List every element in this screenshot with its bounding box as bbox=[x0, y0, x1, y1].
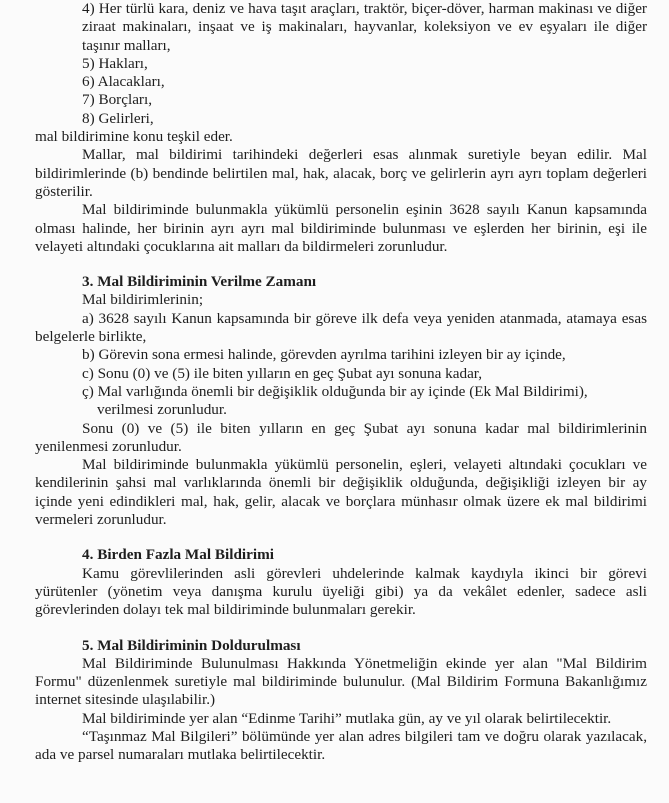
section-3-item-c-cedilla: ç) Mal varlığında önemli bir değişiklik olduğunda bir ay içinde (Ek Mal Bildirimi), bbox=[82, 382, 588, 400]
list-item-income: 8) Gelirleri, bbox=[82, 109, 154, 127]
section-5-paragraph-form: Mal Bildiriminde Bulunulması Hakkında Yönetmeliğin ekinde yer alan "Mal Bildirim Formu" düzenlenmek suretiyle mal bildiriminde bulunulur. (Mal Bildirim Formuna Bakanlığımız internet sitesinde ulaşılabilir.) bbox=[35, 654, 647, 709]
section-3-item-c: c) Sonu (0) ve (5) ile biten yılların en geç Şubat ayı sonuna kadar, bbox=[82, 364, 483, 382]
section-heading-5: 5. Mal Bildiriminin Doldurulması bbox=[82, 636, 301, 654]
section-3-paragraph-additional: Mal bildiriminde bulunmakla yükümlü personelin, eşleri, velayeti altındaki çocukları ve kendilerinin şahsi mal varlıklarında önemli bir değişiklik olduğunda, değişikliği izleyen bir ay içinde yeni edindikleri mal, hak, gelir, alacak ve borçlara münhasır olmak üzere ek mal bildirimi vermeleri zorunludur. bbox=[35, 456, 647, 529]
section-5-paragraph-date: Mal bildiriminde yer alan “Edinme Tarihi” mutlaka gün, ay ve yıl olarak belirtilecektir. bbox=[82, 709, 612, 727]
section-3-paragraph-renewal: Sonu (0) ve (5) ile biten yılların en geç Şubat ayı sonuna kadar mal bildirimlerinin yenilenmesi zorunludur. bbox=[35, 419, 647, 455]
list-item-rights: 5) Hakları, bbox=[82, 54, 148, 72]
section-heading-3: 3. Mal Bildiriminin Verilme Zamanı bbox=[82, 273, 317, 291]
section-5-paragraph-property: “Taşınmaz Mal Bilgileri” bölümünde yer alan adres bilgileri tam ve doğru olarak yazılacak, ada ve parsel numaraları mutlaka belirtilecektir. bbox=[35, 727, 647, 764]
section-3-items-conclusion: verilmesi zorunludur. bbox=[97, 401, 227, 419]
section-3-intro: Mal bildirimlerinin; bbox=[82, 291, 204, 309]
section-4-paragraph: Kamu görevlilerinden asli görevleri uhdelerinde kalmak kaydıyla ikinci bir görevi yürütenler (yönetim veya danışma kurulu üyeliği gibi) ya da vekâlet edenler, sadece asli görevlerinden dolayı tek mal bildiriminde bulunmaları gerekir. bbox=[35, 564, 647, 619]
section-3-item-b: b) Görevin sona ermesi halinde, görevden ayrılma tarihini izleyen bir ay içinde, bbox=[82, 346, 566, 364]
list-conclusion: mal bildirimine konu teşkil eder. bbox=[35, 128, 233, 146]
list-item-movables: 4) Her türlü kara, deniz ve hava taşıt araçları, traktör, biçer-döver, harman makinası ve diğer ziraat makinaları, inşaat ve iş makinaları, hayvanlar, koleksiyon ve ev eşyaları ile diğer taşınır malları, bbox=[82, 0, 647, 54]
section-heading-4: 4. Birden Fazla Mal Bildirimi bbox=[82, 546, 274, 564]
list-item-debts: 7) Borçları, bbox=[82, 91, 153, 109]
paragraph-values: Mallar, mal bildirimi tarihindeki değerleri esas alınmak suretiyle beyan edilir. Mal bildirimlerinde (b) bendinde belirtilen mal, hak, alacak, borç ve gelirlerin ayrı ayrı toplam değerleri gösterilir. bbox=[35, 146, 647, 200]
section-3-item-a: a) 3628 sayılı Kanun kapsamında bir göreve ilk defa veya yeniden atanmada, atamaya esas belgelerle birlikte, bbox=[35, 309, 647, 346]
list-item-receivables: 6) Alacakları, bbox=[82, 73, 165, 91]
document-page bbox=[35, 0, 647, 765]
paragraph-spouse: Mal bildiriminde bulunmakla yükümlü personelin eşinin 3628 sayılı Kanun kapsamında olması halinde, her birinin ayrı ayrı mal bildiriminde bulunması ve eşlerden her birinin, eşi ile velayeti altındaki çocuklarına ait malları da bildirmeleri zorunludur. bbox=[35, 201, 647, 255]
